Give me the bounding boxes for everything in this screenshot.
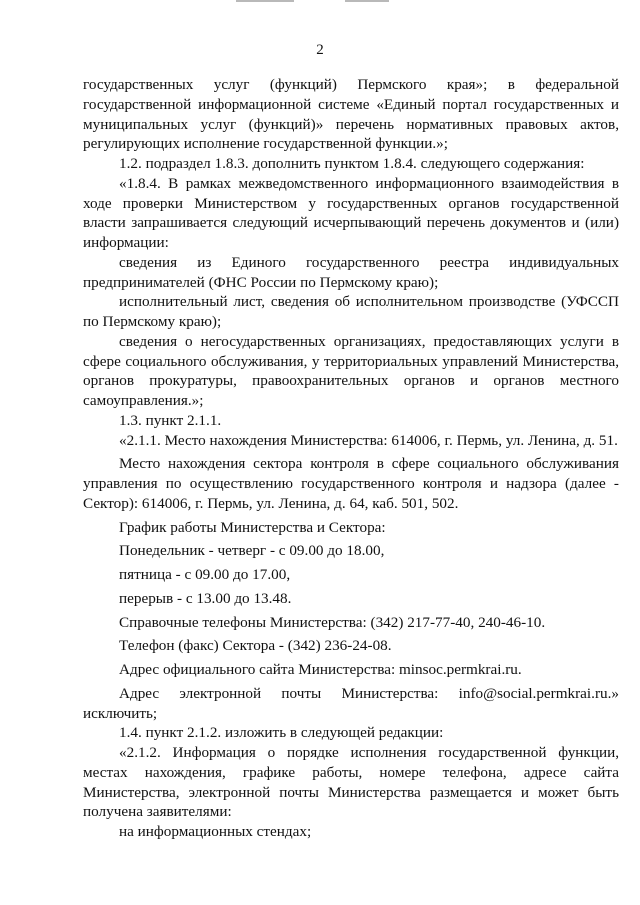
document-body bbox=[83, 75, 619, 842]
paragraph: исполнительный лист, сведения об исполнительном производстве (УФССП по Пермскому краю); bbox=[83, 293, 619, 330]
paragraph: «2.1.2. Информация о порядке исполнения государственной функции, местах нахождения, графике работы, номере телефона, адресе сайта Министерства, электронной почты Министерства размещается и может быть получена заявителями: bbox=[83, 744, 619, 821]
paragraph: «2.1.1. Место нахождения Министерства: 614006, г. Пермь, ул. Ленина, д. 51. bbox=[119, 431, 618, 449]
paragraph: сведения о негосударственных организациях, предоставляющих услуги в сфере социального обслуживания, у территориальных управлений Министерства, органов прокуратуры, правоохранительных органов и органов местного самоуправления.»; bbox=[83, 332, 619, 409]
paragraph: на информационных стендах; bbox=[119, 823, 312, 840]
paragraph: перерыв - с 13.00 до 13.48. bbox=[119, 589, 292, 607]
paragraph: Телефон (факс) Сектора - (342) 236-24-08. bbox=[119, 637, 392, 655]
paragraph: График работы Министерства и Сектора: bbox=[119, 518, 386, 536]
paragraph: Адрес электронной почты Министерства: info@social.permkrai.ru.» исключить; bbox=[83, 684, 619, 722]
paragraph: сведения из Единого государственного реестра индивидуальных предпринимателей (ФНС России по Пермскому краю); bbox=[83, 253, 619, 291]
scan-edge-mark bbox=[236, 0, 294, 2]
paragraph: Адрес официального сайта Министерства: minsoc.permkrai.ru. bbox=[119, 661, 522, 678]
paragraph: 1.4. пункт 2.1.2. изложить в следующей редакции: bbox=[119, 724, 444, 742]
paragraph: Место нахождения сектора контроля в сфере социального обслуживания управления по осуществлению государственного контроля и надзора (далее - Сектор): 614006, г. Пермь, ул. Ленина, д. 64, каб. 501, 502. bbox=[83, 455, 619, 512]
paragraph: Справочные телефоны Министерства: (342) 217-77-40, 240-46-10. bbox=[119, 613, 546, 631]
paragraph: 1.2. подраздел 1.8.3. дополнить пунктом 1.8.4. следующего содержания: bbox=[119, 155, 585, 172]
paragraph: пятница - с 09.00 до 17.00, bbox=[119, 566, 291, 583]
page-number: 2 bbox=[316, 42, 324, 58]
paragraph: Понедельник - четверг - с 09.00 до 18.00, bbox=[119, 542, 385, 560]
paragraph: 1.3. пункт 2.1.1. bbox=[119, 411, 222, 429]
paragraph: государственных услуг (функций) Пермского края»; в федеральной государственной информационной системе «Единый портал государственных и муниципальных услуг (функций)» перечень нормативных правовых актов, регулирующих исполнение государственной функции.»; bbox=[83, 76, 619, 153]
scan-edge-mark bbox=[345, 0, 389, 2]
paragraph: «1.8.4. В рамках межведомственного информационного взаимодействия в ходе проверки Министерством у государственных органов государственной власти запрашивается следующий исчерпывающий перечень документов и (или) информации: bbox=[83, 174, 619, 251]
